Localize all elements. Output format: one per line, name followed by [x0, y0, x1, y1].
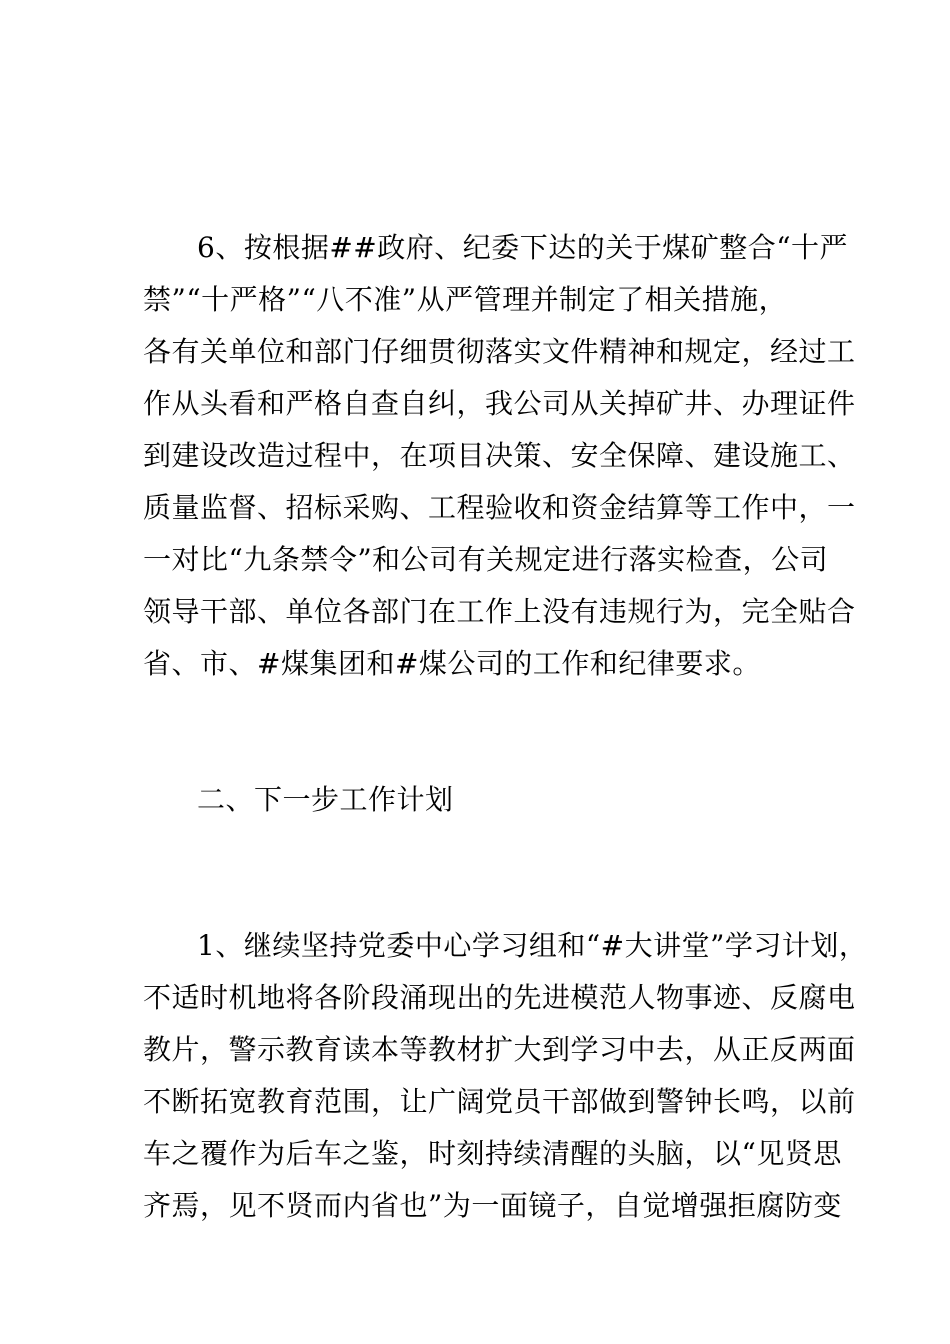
paragraph-line: 作从头看和严格自查自纠，我公司从关掉矿井、办理证件 — [143, 387, 856, 420]
paragraph-line: 到建设改造过程中，在项目决策、安全保障、建设施工、 — [143, 439, 856, 472]
paragraph-line: 齐焉，见不贤而内省也”为一面镜子，自觉增强拒腐防变 — [143, 1189, 842, 1222]
paragraph-line: 各有关单位和部门仔细贯彻落实文件精神和规定，经过工 — [143, 335, 856, 368]
paragraph-line: 不断拓宽教育范围，让广阔党员干部做到警钟长鸣，以前 — [143, 1085, 856, 1118]
paragraph-line: 车之覆作为后车之鉴，时刻持续清醒的头脑，以“见贤思 — [143, 1137, 842, 1170]
paragraph-line: 一对比“九条禁令”和公司有关规定进行落实检查，公司 — [143, 543, 829, 576]
paragraph-line: 禁”“十严格”“八不准”从严管理并制定了相关措施， — [143, 283, 788, 316]
paragraph-line: 1、继续坚持党委中心学习组和“#大讲堂”学习计划， — [197, 929, 868, 962]
paragraph-line: 教片，警示教育读本等教材扩大到学习中去，从正反两面 — [143, 1033, 856, 1066]
paragraph-line: 省、市、#煤集团和#煤公司的工作和纪律要求。 — [143, 647, 761, 680]
paragraph-line: 质量监督、招标采购、工程验收和资金结算等工作中，一 — [143, 491, 856, 524]
paragraph-line: 领导干部、单位各部门在工作上没有违规行为，完全贴合 — [143, 595, 856, 628]
paragraph-line: 不适时机地将各阶段涌现出的先进模范人物事迹、反腐电 — [143, 981, 856, 1014]
section-heading: 二、下一步工作计划 — [197, 783, 454, 816]
paragraph-line: 6、按根据##政府、纪委下达的关于煤矿整合“十严 — [197, 231, 849, 264]
